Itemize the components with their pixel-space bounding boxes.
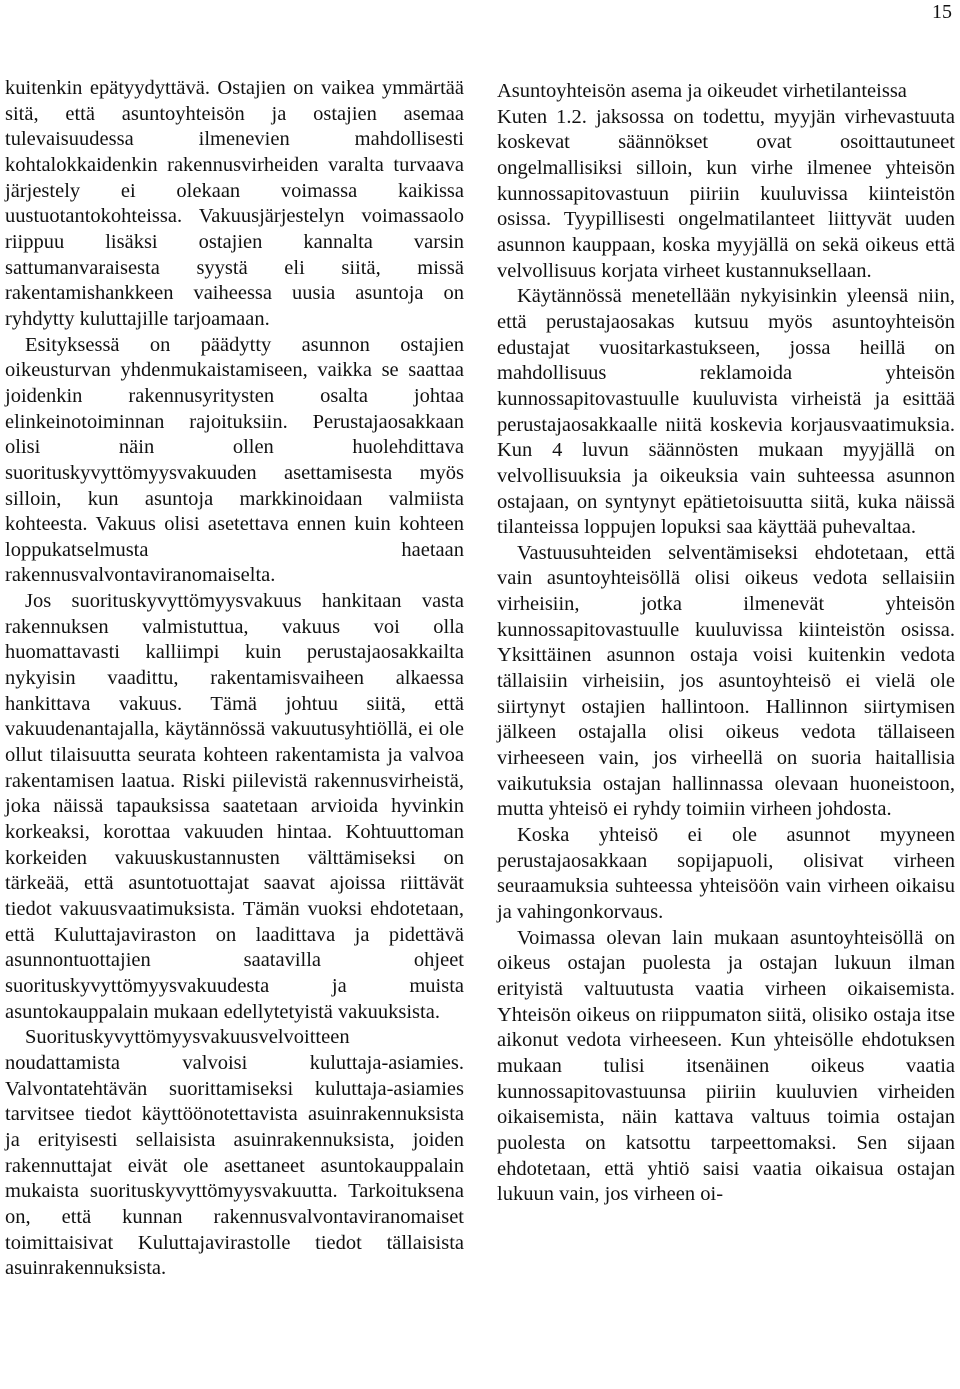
page-number: 15 [932,1,952,23]
paragraph: Käytännössä menetellään nykyisinkin yleensä niin, että perustajaosakas kutsuu myös asuntoyhteisön edustajat vuositarkastukseen, jossa heillä on mahdollisuus reklamoida yhteisön kunnossapitovastuulle kuuluvista virheistä ja esittää perustajaosakkaalle niitä koskevia korjausvaatimuksia. Kun 4 luvun säännösten mukaan myyjällä on velvollisuuksia ja oikeuksia vain suhteessa asunnon ostajaan, on syntynyt epätietoisuutta siitä, kuka näissä tilanteissa loppujen lopuksi saa käyttää puhevaltaa. [497,285,955,539]
paragraph: Voimassa olevan lain mukaan asuntoyhteisöllä on oikeus ostajan puolesta ja ostajan lukuun ilman erityistä valtuutusta vaatia virheen oikaisemista. Yhteisön oikeus on riippumaton siitä, olisiko ostaja itse aikonut vedota virheeseen. Kun yhteisölle ehdotuksen mukaan tulisi itsenäinen oikeus vaatia kunnossapitovastuunsa piiriin kuuluvien virheiden oikaisemista, näin kattava valtuus toimia ostajan puolesta on katsottu tarpeettomaksi. Sen sijaan ehdotetaan, että yhtiö saisi vaatia oikaisua ostajan lukuun vain, jos virheen oi- [497,926,955,1206]
paragraph: Vastuusuhteiden selventämiseksi ehdotetaan, että vain asuntoyhteisöllä olisi oikeus vedota sellaisiin virheisiin, jotka ilmenevät yhteisön kunnossapitovastuulle kuuluvissa kiinteistön osissa. Yksittäinen asunnon ostaja voisi kuitenkin vedota tällaisiin virheisiin, jos asuntoyhteisö ei vielä ole siirtynyt ostajien hallintoon. Hallinnon siirtymisen jälkeen ostajalla olisi oikeus vedota tällaiseen virheeseen vain, jos virheellä on suoria haitallisia vaikutuksia ostajan hallinnassa olevaan huoneistoon, mutta yhteisö ei ryhdy toimiin virheen johdosta. [497,541,955,821]
paragraph: kuitenkin epätyydyttävä. Ostajien on vaikea ymmärtää sitä, että asuntoyhteisön ja ostajien asemaa tulevaisuudessa ilmenevien mahdollisesti kohtalokkaidenkin rakennusvirheiden varalta turvaava järjestely ei olekaan voimassa kaikissa uustuotantokohteissa. Vakuusjärjestelyn voimassaolo riippuu lisäksi ostajien kannalta varsin sattumanvaraisesta syystä eli siitä, missä rakentamishankkeen vaiheessa uusia asuntoja on ryhdytty kuluttajille tarjoamaan. [5,77,464,330]
paragraph: Suorituskyvyttömyysvakuusvelvoitteen noudattamista valvoisi kuluttaja-asiamies. Valvontatehtävän suorittamiseksi kuluttaja-asiamies tarvitsee tiedot käyttöönotettavista asuinrakennuksista ja erityisesti sellaisista asuinrakennuksista, joiden rakennuttajat eivät ole asettaneet asuntokauppalain mukaista suorituskyvyttömyysvakuutta. Tarkoituksena on, että kunnan rakennusvalvontaviranomaiset toimittaisivat Kuluttajavirastolle tiedot tällaisista asuinrakennuksista. [5,1026,464,1280]
section-heading: Asuntoyhteisön asema ja oikeudet virhetilanteissa [497,80,907,102]
paragraph: Jos suorituskyvyttömyysvakuus hankitaan vasta rakennuksen valmistuttua, vakuus voi olla huomattavasti kalliimpi kuin perustajaosakkailta nykyisin vaadittu, rakentamisvaiheen alkaessa hankittava vakuus. Tämä johtuu siitä, että vakuudenantajalla, käytännössä vakuutusyhtiöllä, ei ole ollut tilaisuutta seurata kohteen rakentamista ja valvoa rakentamisen laatua. Riski piilevistä rakennusvirheistä, joka näissä tapauksissa saatetaan arvioida hyvinkin korkeaksi, korottaa vakuuden hintaa. Kohtuuttoman korkeiden vakuuskustannusten välttämiseksi on tärkeää, että asuntotuottajat saavat ajoissa riittävät tiedot vakuusvaatimuksista. Tämän vuoksi ehdotetaan, että Kuluttajaviraston on laadittava ja pidettävä asunnontuottajien saatavilla ohjeet suorituskyvyttömyysvakuudesta ja muista asuntokauppalain mukaan edellytetyistä vakuuksista. [5,590,464,1023]
paragraph: Koska yhteisö ei ole asunnot myyneen perustajaosakkaan sopijapuoli, olisivat virheen seuraamuksia suhteessa yhteisöön vain virheen oikaisu ja vahingonkorvaus. [497,824,955,923]
paragraph: Esityksessä on päädytty asunnon ostajien oikeusturvan yhdenmukaistamiseen, vaikka se saattaa joidenkin rakennusyritysten osalta johtaa elinkeinotoiminnan rajoituksiin. Perustajaosakkaan olisi näin ollen huolehdittava suorituskyvyttömyysvakuuden asettamisesta myös silloin, kun asuntoja markkinoidaan valmiista kohteesta. Vakuus olisi asetettava ennen kuin kohteen loppukatselmusta haetaan rakennusvalvontaviranomaiselta. [5,333,464,587]
right-column [497,79,955,1208]
left-column [5,76,464,1282]
paragraph: Kuten 1.2. jaksossa on todettu, myyjän virhevastuuta koskevat säännökset ovat osoittautuneet ongelmallisiksi silloin, kun virhe ilmenee yhteisön kunnossapitovastuun piiriin kuuluvissa kiinteistön osissa. Tyypillisesti ongelmatilanteet liittyvät uuden asunnon kauppaan, koska myyjällä on sekä oikeus että velvollisuus korjata virheet kustannuksellaan. [497,105,955,282]
